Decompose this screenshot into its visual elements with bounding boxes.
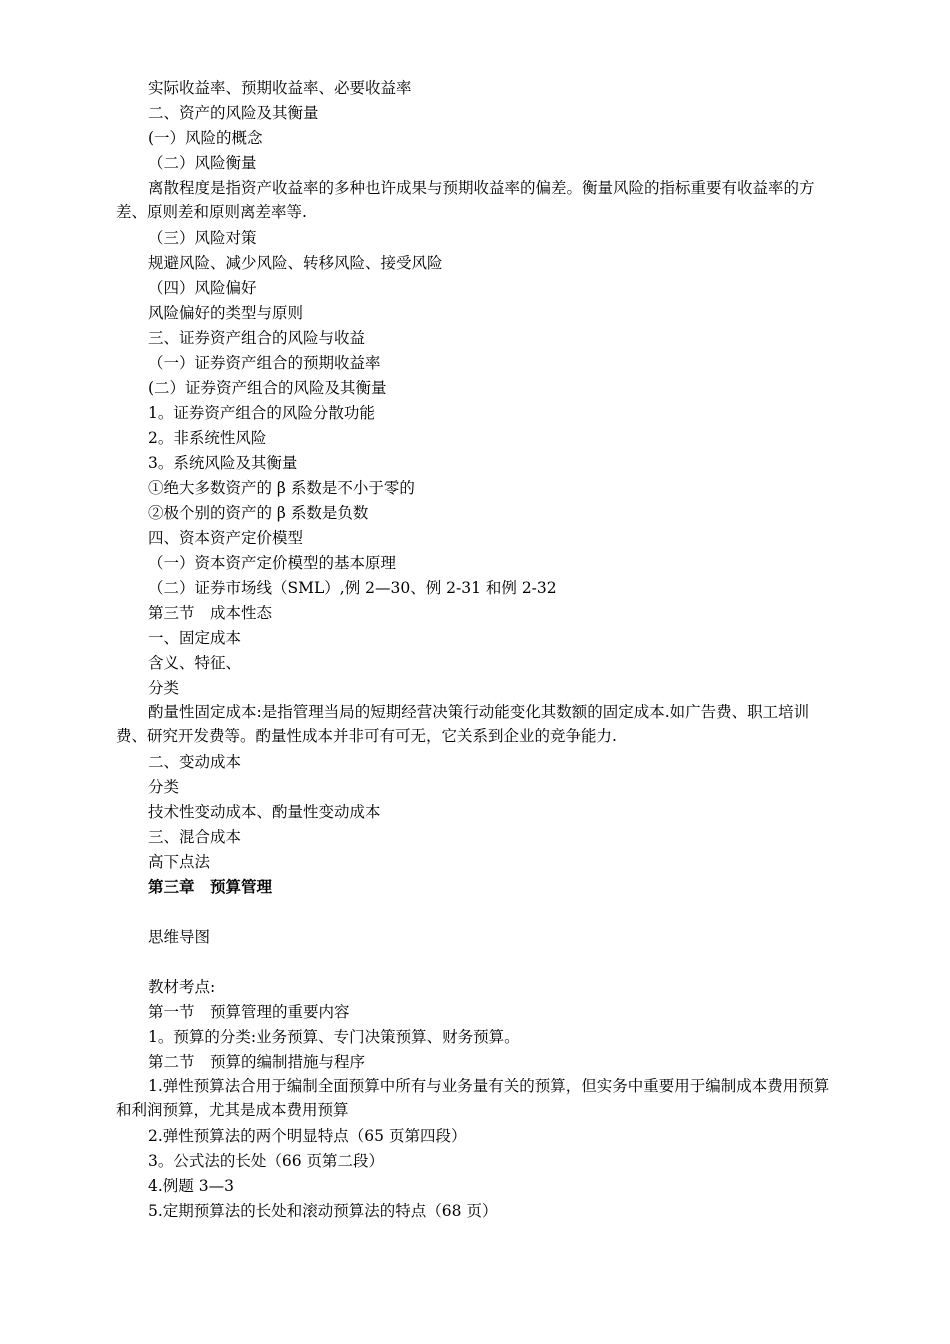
sub-heading: （一）证券资产组合的预期收益率 xyxy=(148,354,381,372)
text-line: 风险偏好的类型与原则 xyxy=(148,304,304,322)
sub-heading: (二）证券资产组合的风险及其衡量 xyxy=(148,379,387,397)
list-item: ②极个别的资产的 β 系数是负数 xyxy=(148,504,369,522)
text-line: 实际收益率、预期收益率、必要收益率 xyxy=(148,79,412,97)
section-heading: 四、资本资产定价模型 xyxy=(148,529,304,547)
list-item: 3。公式法的长处（66 页第二段） xyxy=(148,1152,385,1170)
list-item: 2。非系统性风险 xyxy=(148,429,267,447)
section-heading: 二、资产的风险及其衡量 xyxy=(148,104,319,122)
paragraph: 离散程度是指资产收益率的多种也许成果与预期收益率的偏差。衡量风险的指标重要有收益率的方差、原则差和原则离差率等. xyxy=(116,179,815,221)
sub-heading: （三）风险对策 xyxy=(148,229,257,247)
sub-heading: （一）资本资产定价模型的基本原理 xyxy=(148,554,397,572)
sub-heading: (一）风险的概念 xyxy=(148,129,263,147)
sub-heading: （四）风险偏好 xyxy=(148,279,257,297)
list-item: 1。证券资产组合的风险分散功能 xyxy=(148,404,375,422)
sub-heading: （二）证券市场线（SML）,例 2—30、例 2-31 和例 2-32 xyxy=(148,579,557,597)
text-line: 思维导图 xyxy=(148,928,211,946)
text-line: 含义、特征、 xyxy=(148,654,242,672)
section-title: 第三节 成本性态 xyxy=(148,604,273,622)
list-item: 1。预算的分类:业务预算、专门决策预算、财务预算。 xyxy=(148,1028,520,1046)
paragraph: 酌量性固定成本:是指管理当局的短期经营决策行动能变化其数额的固定成本.如广告费、职工培训费、研究开发费等。酌量性成本并非可有可无，它关系到企业的竞争能力. xyxy=(116,703,810,745)
text-line: 分类 xyxy=(148,778,180,796)
text-line: 规避风险、减少风险、转移风险、接受风险 xyxy=(148,254,443,272)
section-title: 第一节 预算管理的重要内容 xyxy=(148,1003,350,1021)
section-title: 第二节 预算的编制措施与程序 xyxy=(148,1053,366,1071)
list-item: 2.弹性预算法的两个明显特点（65 页第四段） xyxy=(148,1127,467,1145)
section-heading: 一、固定成本 xyxy=(148,629,242,647)
list-item: 3。系统风险及其衡量 xyxy=(148,454,298,472)
section-heading: 三、混合成本 xyxy=(148,828,242,846)
list-item: 4.例题 3—3 xyxy=(148,1177,234,1195)
text-line: 教材考点: xyxy=(148,978,216,996)
paragraph: 1.弹性预算法合用于编制全面预算中所有与业务量有关的预算，但实务中重要用于编制成本费用预算和利润预算，尤其是成本费用预算 xyxy=(116,1077,830,1119)
sub-heading: （二）风险衡量 xyxy=(148,154,257,172)
list-item: ①绝大多数资产的 β 系数是不小于零的 xyxy=(148,479,415,497)
text-line: 分类 xyxy=(148,679,180,697)
list-item: 5.定期预算法的长处和滚动预算法的特点（68 页） xyxy=(148,1202,498,1220)
text-line: 技术性变动成本、酌量性变动成本 xyxy=(148,803,381,821)
section-heading: 二、变动成本 xyxy=(148,753,242,771)
text-line: 高下点法 xyxy=(148,853,211,871)
chapter-title: 第三章 预算管理 xyxy=(148,877,273,896)
section-heading: 三、证券资产组合的风险与收益 xyxy=(148,329,366,347)
